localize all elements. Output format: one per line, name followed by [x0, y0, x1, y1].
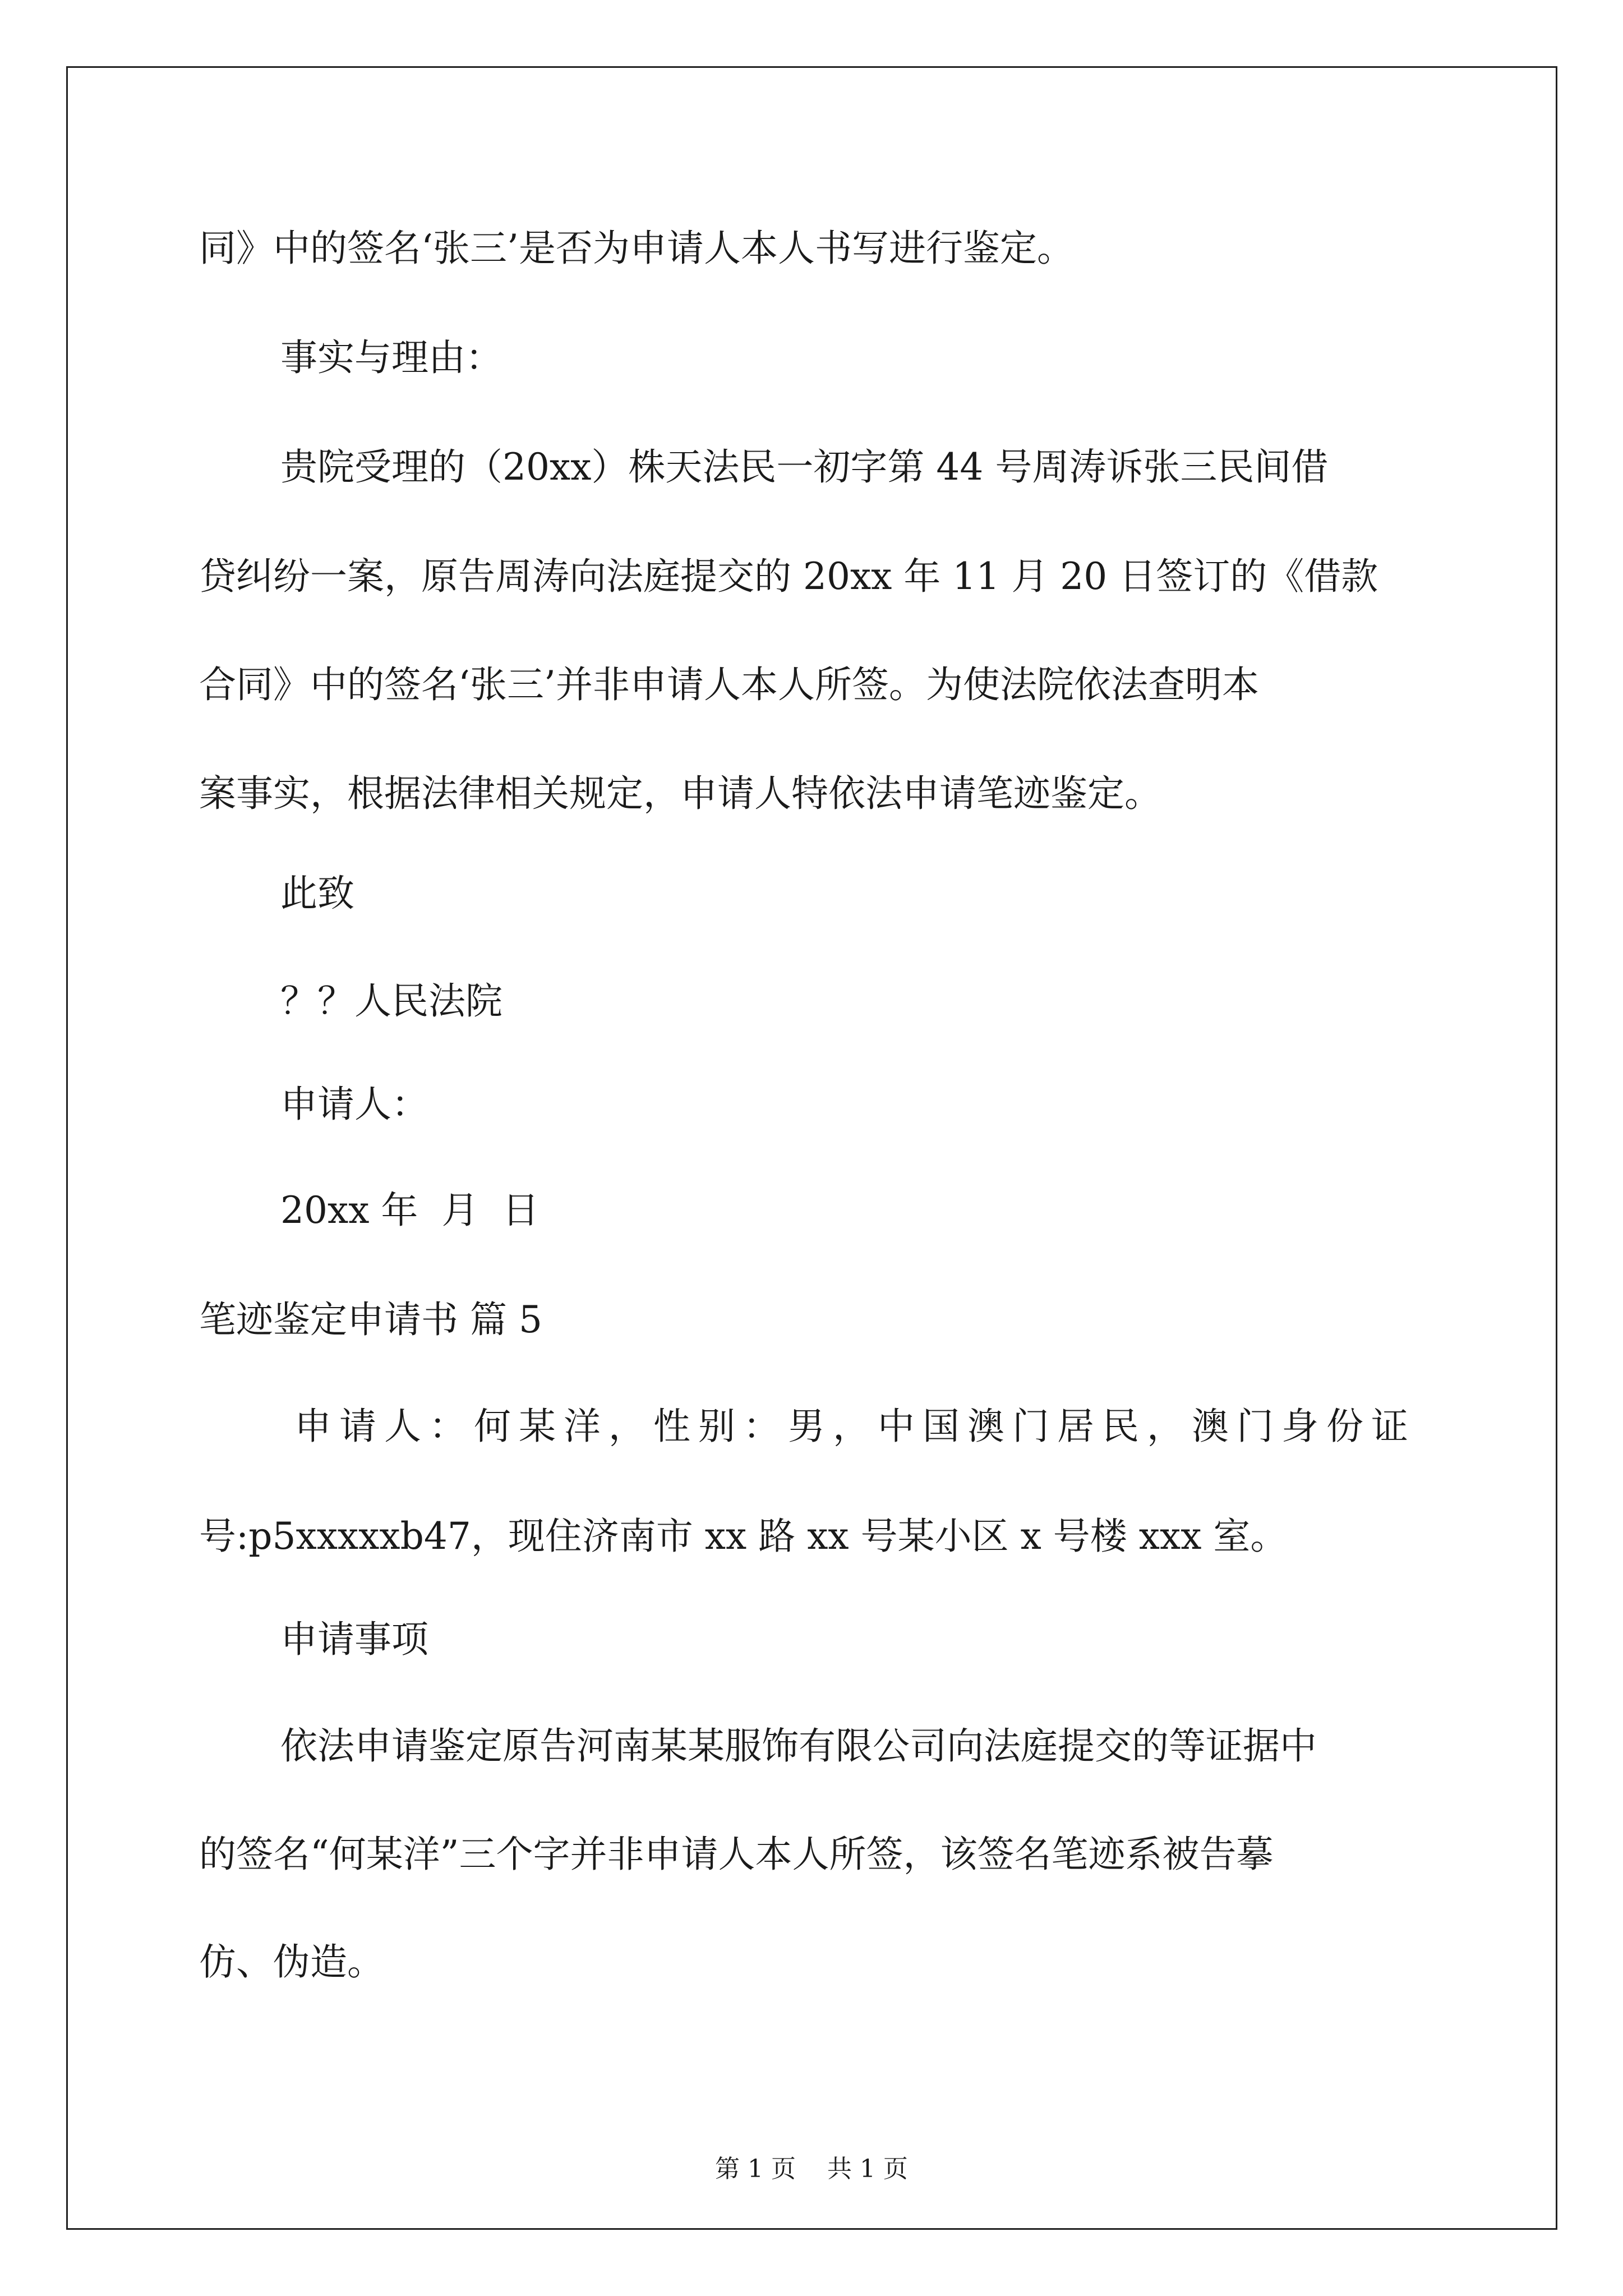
paragraph-line: 同》中的签名‘张三’是否为申请人本人书写进行鉴定。 [199, 227, 1074, 270]
salutation: 此致 [280, 872, 354, 915]
applicant-signature: 申请人： [280, 1083, 428, 1126]
paragraph-line: 贷纠纷一案，原告周涛向法庭提交的 20xx 年 11 月 20 日签订的《借款 [199, 555, 1378, 598]
section-title: 笔迹鉴定申请书 篇 5 [199, 1298, 542, 1341]
paragraph-line: 合同》中的签名‘张三’并非申请人本人所签。为使法院依法查明本 [199, 663, 1259, 706]
section-heading: 申请事项 [280, 1618, 428, 1661]
paragraph-line: 依法申请鉴定原告河南某某服饰有限公司向法庭提交的等证据中 [280, 1724, 1317, 1768]
paragraph-line: 申请人：何某洋，性别：男，中国澳门居民，澳门身份证 [294, 1405, 1416, 1448]
paragraph-line: 的签名“何某洋”三个字并非申请人本人所签，该签名笔迹系被告摹 [199, 1833, 1274, 1876]
paragraph-line: 号:p5xxxxxb47，现住济南市 xx 路 xx 号某小区 x 号楼 xxx 室。 [199, 1515, 1288, 1558]
recipient: ？？人民法院 [280, 979, 502, 1023]
page-footer: 第 1 页 共 1 页 [715, 2155, 908, 2183]
page-border [66, 66, 1557, 2230]
paragraph-line: 案事实，根据法律相关规定，申请人特依法申请笔迹鉴定。 [199, 772, 1161, 815]
date-line: 20xx 年 月 日 [280, 1189, 540, 1232]
paragraph-line: 贵院受理的（20xx）株天法民一初字第 44 号周涛诉张三民间借 [280, 445, 1329, 489]
paragraph-line: 仿、伪造。 [199, 1940, 384, 1984]
section-heading: 事实与理由： [280, 336, 502, 379]
